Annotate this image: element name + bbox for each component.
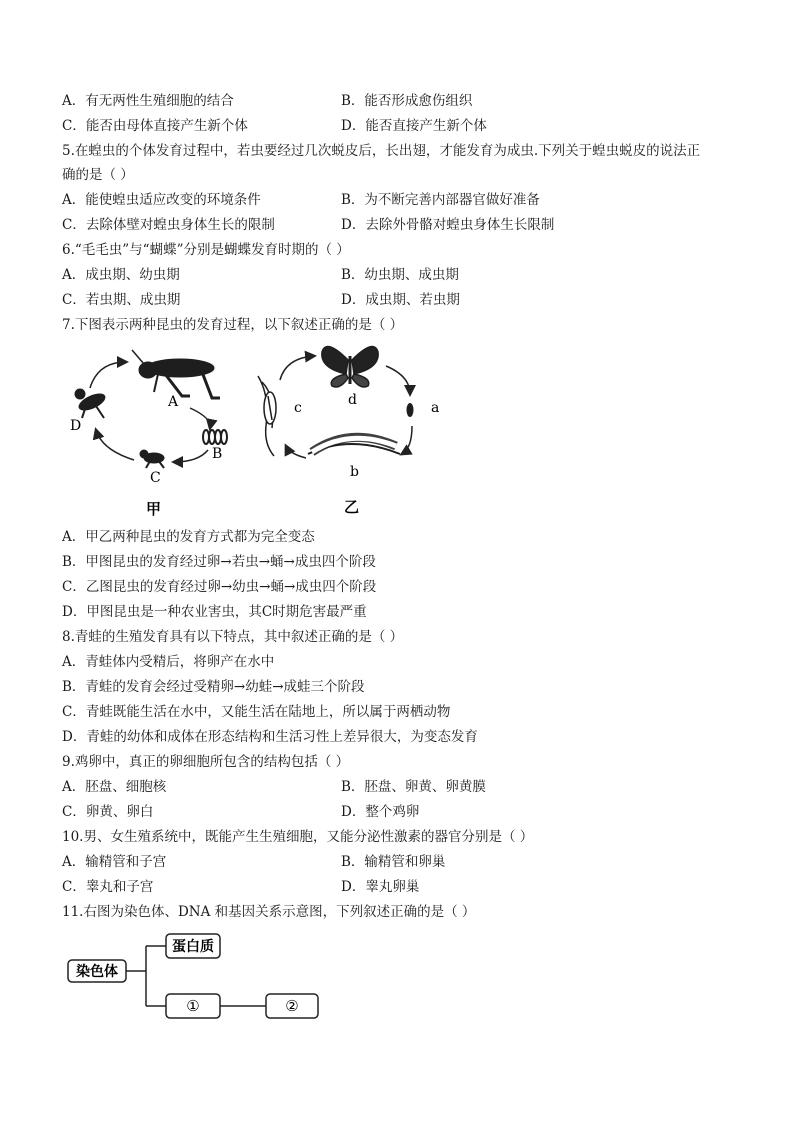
- q8-option-d: D．青蛙的幼体和成体在形态结构和生活习性上差异很大，为变态发育: [62, 729, 478, 745]
- q8-option-c: C．青蛙既能生活在水中，又能生活在陆地上，所以属于两栖动物: [62, 704, 451, 720]
- q5-stem-line2: 确的是（ ）: [62, 167, 134, 183]
- label-c: c: [294, 400, 302, 416]
- q6-stem: 6.“毛毛虫”与“蝴蝶”分别是蝴蝶发育时期的（ ）: [62, 242, 350, 258]
- label-b: b: [350, 464, 359, 480]
- q7-option-a: A．甲乙两种昆虫的发育方式都为完全变态: [62, 529, 315, 545]
- label-a: a: [431, 400, 440, 416]
- q5-option-c: C．去除体壁对蝗虫身体生长的限制: [62, 217, 275, 233]
- q8-option-a: A．青蛙体内受精后，将卵产在水中: [62, 654, 275, 670]
- q5-option-a: A．能使蝗虫适应改变的环境条件: [62, 192, 261, 208]
- q9-stem: 9.鸡卵中，真正的卵细胞所包含的结构包括（ ）: [62, 754, 350, 770]
- nymph-small-icon: [140, 450, 164, 468]
- q9-option-a: A．胚盘、细胞核: [62, 779, 167, 795]
- q5-option-d: D．去除外骨骼对蝗虫身体生长限制: [341, 217, 555, 233]
- q4-option-d: D．能否直接产生新个体: [341, 118, 487, 134]
- q4-option-c: C．能否由母体直接产生新个体: [62, 118, 248, 134]
- q7-option-c: C．乙图昆虫的发育经过卵→幼虫→蛹→成虫四个阶段: [62, 579, 377, 595]
- nymph-large-icon: [75, 389, 107, 418]
- q7-option-b: B．甲图昆虫的发育经过卵→若虫→蛹→成虫四个阶段: [62, 554, 376, 570]
- q10-option-a: A．输精管和子宫: [62, 854, 167, 870]
- q10-stem: 10.男、女生殖系统中，既能产生生殖细胞，又能分泌性激素的器官分别是（ ）: [62, 829, 534, 845]
- q9-option-d: D．整个鸡卵: [341, 804, 420, 820]
- eggs-icon: [203, 430, 227, 444]
- q5-stem-line1: 5.在蝗虫的个体发育过程中，若虫要经过几次蜕皮后，长出翅，才能发育为成虫.下列关于蝗虫蜕皮的说法正: [62, 143, 701, 159]
- q4-option-b: B．能否形成愈伤组织: [341, 93, 473, 109]
- q6-option-b: B．幼虫期、成虫期: [341, 267, 459, 283]
- figure-chromosome-dna-gene: [62, 928, 324, 1024]
- q7-option-d: D．甲图昆虫是一种农业害虫，其C时期危害最严重: [62, 604, 367, 620]
- q10-option-b: B．输精管和卵巢: [341, 854, 446, 870]
- q6-option-a: A．成虫期、幼虫期: [62, 267, 180, 283]
- q10-option-d: D．睾丸卵巢: [341, 879, 420, 895]
- q8-stem: 8.青蛙的生殖发育具有以下特点，其中叙述正确的是（ ）: [62, 629, 404, 645]
- q7-stem: 7.下图表示两种昆虫的发育过程，以下叙述正确的是（ ）: [62, 317, 404, 333]
- q4-option-a: A．有无两性生殖细胞的结合: [62, 93, 234, 109]
- q6-option-d: D．成虫期、若虫期: [341, 292, 460, 308]
- q8-option-b: B．青蛙的发育会经过受精卵→幼蛙→成蛙三个阶段: [62, 679, 365, 695]
- label-B: B: [212, 446, 223, 462]
- caterpillar-icon: [308, 437, 400, 454]
- label-C: C: [150, 470, 161, 486]
- adult-grasshopper-icon: [132, 350, 220, 398]
- box-chromosome-label: 染色体: [76, 964, 118, 980]
- label-D: D: [70, 418, 82, 434]
- q5-option-b: B．为不断完善内部器官做好准备: [341, 192, 540, 208]
- butterfly-icon: [322, 347, 378, 387]
- caption-jia: 甲: [146, 500, 162, 518]
- figure-yi-butterfly-cycle: [250, 336, 450, 520]
- box-protein-label: 蛋白质: [172, 939, 214, 955]
- q11-stem: 11.右图为染色体、DNA 和基因关系示意图，下列叙述正确的是（ ）: [62, 904, 476, 920]
- figure-jia-grasshopper-cycle: [62, 340, 252, 520]
- q10-option-c: C．睾丸和子宫: [62, 879, 154, 895]
- label-d: d: [348, 392, 357, 408]
- caption-yi: 乙: [344, 498, 360, 516]
- q9-option-b: B．胚盘、卵黄、卵黄膜: [341, 779, 486, 795]
- pupa-on-branch-icon: [258, 376, 276, 456]
- box-1-label: ①: [186, 997, 200, 1015]
- label-A: A: [168, 394, 179, 410]
- q6-option-c: C．若虫期、成虫期: [62, 292, 181, 308]
- butterfly-egg-icon: [407, 403, 414, 417]
- box-2-label: ②: [285, 997, 299, 1015]
- q9-option-c: C．卵黄、卵白: [62, 804, 154, 820]
